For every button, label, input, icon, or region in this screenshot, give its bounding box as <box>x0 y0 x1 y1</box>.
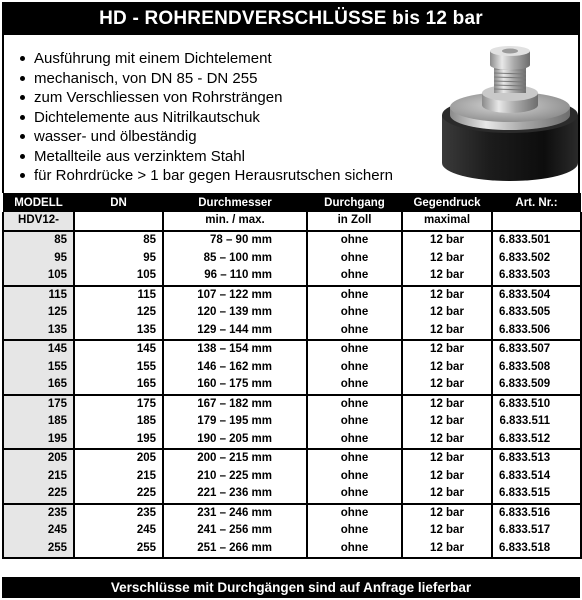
cell-gegendruck: 12 bar <box>402 485 492 504</box>
cell-durchmesser: 120 – 139 mm <box>163 304 307 322</box>
cell-art-nr: 6.833.505 <box>492 304 581 322</box>
cell-durchmesser: 78 – 90 mm <box>163 231 307 250</box>
cell-durchmesser: 221 – 236 mm <box>163 485 307 504</box>
pipe-end-plug-image <box>436 43 582 183</box>
cell-durchgang: ohne <box>307 522 402 540</box>
cell-durchgang: ohne <box>307 449 402 468</box>
cell-durchgang: ohne <box>307 485 402 504</box>
cell-dn: 195 <box>74 431 163 450</box>
cell-modell: 205 <box>3 449 74 468</box>
cell-dn: 95 <box>74 250 163 268</box>
cell-dn: 205 <box>74 449 163 468</box>
cell-durchmesser: 241 – 256 mm <box>163 522 307 540</box>
table-row <box>3 485 581 504</box>
header-modell: MODELL <box>3 193 74 212</box>
cell-durchgang: ohne <box>307 267 402 286</box>
feature-item <box>18 147 393 167</box>
table-header-row <box>3 193 581 212</box>
table-row <box>3 231 581 250</box>
table-row <box>3 468 581 486</box>
table-row <box>3 504 581 523</box>
subheader-gegendruck: maximal <box>402 212 492 231</box>
cell-dn: 135 <box>74 322 163 341</box>
feature-item <box>18 49 393 69</box>
cell-modell: 235 <box>3 504 74 523</box>
cell-dn: 225 <box>74 485 163 504</box>
cell-art-nr: 6.833.515 <box>492 485 581 504</box>
cell-dn: 155 <box>74 359 163 377</box>
cell-durchgang: ohne <box>307 504 402 523</box>
cell-durchgang: ohne <box>307 231 402 250</box>
feature-text: für Rohrdrücke > 1 bar gegen Herausrutschen sichern <box>34 167 393 184</box>
cell-dn: 165 <box>74 376 163 395</box>
cell-art-nr: 6.833.514 <box>492 468 581 486</box>
cell-modell: 105 <box>3 267 74 286</box>
cell-durchmesser: 160 – 175 mm <box>163 376 307 395</box>
bullet-icon <box>20 173 25 178</box>
feature-item <box>18 69 393 89</box>
cell-durchmesser: 200 – 215 mm <box>163 449 307 468</box>
cell-modell: 145 <box>3 340 74 359</box>
table-row <box>3 522 581 540</box>
subheader-modell: HDV12- <box>3 212 74 231</box>
cell-art-nr: 6.833.513 <box>492 449 581 468</box>
cell-durchgang: ohne <box>307 250 402 268</box>
bullet-icon <box>20 76 25 81</box>
cell-gegendruck: 12 bar <box>402 267 492 286</box>
feature-item <box>18 127 393 147</box>
cell-modell: 115 <box>3 286 74 305</box>
cell-modell: 245 <box>3 522 74 540</box>
cell-durchgang: ohne <box>307 304 402 322</box>
cell-dn: 85 <box>74 231 163 250</box>
cell-art-nr: 6.833.517 <box>492 522 581 540</box>
table-row <box>3 304 581 322</box>
cell-modell: 185 <box>3 413 74 431</box>
feature-text: zum Verschliessen von Rohrsträngen <box>34 89 283 106</box>
cell-modell: 95 <box>3 250 74 268</box>
cell-art-nr: 6.833.507 <box>492 340 581 359</box>
cell-durchmesser: 210 – 225 mm <box>163 468 307 486</box>
cell-art-nr: 6.833.516 <box>492 504 581 523</box>
cell-modell: 165 <box>3 376 74 395</box>
cell-durchgang: ohne <box>307 468 402 486</box>
cell-gegendruck: 12 bar <box>402 231 492 250</box>
cell-durchgang: ohne <box>307 359 402 377</box>
cell-dn: 215 <box>74 468 163 486</box>
cell-durchgang: ohne <box>307 286 402 305</box>
cell-durchmesser: 107 – 122 mm <box>163 286 307 305</box>
cell-gegendruck: 12 bar <box>402 504 492 523</box>
cell-modell: 225 <box>3 485 74 504</box>
cell-art-nr: 6.833.501 <box>492 231 581 250</box>
header-durchmesser: Durchmesser <box>163 193 307 212</box>
cell-modell: 175 <box>3 395 74 414</box>
subheader-durchmesser: min. / max. <box>163 212 307 231</box>
intro-panel <box>2 35 580 193</box>
header-durchgang: Durchgang <box>307 193 402 212</box>
cell-durchmesser: 190 – 205 mm <box>163 431 307 450</box>
table-body <box>3 231 581 558</box>
footer-note: Verschlüsse mit Durchgängen sind auf Anfrage lieferbar <box>2 577 580 598</box>
cell-durchmesser: 146 – 162 mm <box>163 359 307 377</box>
table-row <box>3 413 581 431</box>
table-subheader-row <box>3 212 581 231</box>
cell-dn: 105 <box>74 267 163 286</box>
cell-gegendruck: 12 bar <box>402 395 492 414</box>
table-row <box>3 540 581 559</box>
page-title: HD - ROHRENDVERSCHLÜSSE bis 12 bar <box>2 2 580 35</box>
cell-gegendruck: 12 bar <box>402 304 492 322</box>
feature-item <box>18 166 393 186</box>
cell-art-nr: 6.833.509 <box>492 376 581 395</box>
cell-modell: 155 <box>3 359 74 377</box>
cell-modell: 215 <box>3 468 74 486</box>
cell-gegendruck: 12 bar <box>402 449 492 468</box>
cell-dn: 175 <box>74 395 163 414</box>
cell-durchgang: ohne <box>307 540 402 559</box>
cell-modell: 125 <box>3 304 74 322</box>
cell-durchmesser: 179 – 195 mm <box>163 413 307 431</box>
table-row <box>3 395 581 414</box>
cell-modell: 135 <box>3 322 74 341</box>
cell-dn: 125 <box>74 304 163 322</box>
feature-text: wasser- und ölbeständig <box>34 128 197 145</box>
cell-gegendruck: 12 bar <box>402 322 492 341</box>
cell-durchgang: ohne <box>307 376 402 395</box>
cell-gegendruck: 12 bar <box>402 286 492 305</box>
cell-durchgang: ohne <box>307 322 402 341</box>
bullet-icon <box>20 115 25 120</box>
cell-art-nr: 6.833.512 <box>492 431 581 450</box>
header-gegendruck: Gegendruck <box>402 193 492 212</box>
cell-art-nr: 6.833.506 <box>492 322 581 341</box>
cell-durchmesser: 231 – 246 mm <box>163 504 307 523</box>
cell-durchgang: ohne <box>307 413 402 431</box>
table-row <box>3 359 581 377</box>
feature-text: Ausführung mit einem Dichtelement <box>34 50 272 67</box>
cell-durchmesser: 138 – 154 mm <box>163 340 307 359</box>
cell-modell: 85 <box>3 231 74 250</box>
cell-durchgang: ohne <box>307 340 402 359</box>
cell-dn: 185 <box>74 413 163 431</box>
product-table <box>2 193 582 559</box>
bullet-icon <box>20 134 25 139</box>
cell-dn: 245 <box>74 522 163 540</box>
table-row <box>3 322 581 341</box>
cell-durchmesser: 251 – 266 mm <box>163 540 307 559</box>
table-row <box>3 267 581 286</box>
cell-durchmesser: 167 – 182 mm <box>163 395 307 414</box>
cell-gegendruck: 12 bar <box>402 376 492 395</box>
cell-gegendruck: 12 bar <box>402 250 492 268</box>
cell-dn: 255 <box>74 540 163 559</box>
subheader-durchgang: in Zoll <box>307 212 402 231</box>
bullet-icon <box>20 154 25 159</box>
cell-dn: 235 <box>74 504 163 523</box>
cell-art-nr: 6.833.508 <box>492 359 581 377</box>
header-dn: DN <box>74 193 163 212</box>
table-row <box>3 431 581 450</box>
table-row <box>3 250 581 268</box>
cell-durchgang: ohne <box>307 431 402 450</box>
feature-text: mechanisch, von DN 85 - DN 255 <box>34 69 258 87</box>
bullet-icon <box>20 56 25 61</box>
cell-art-nr: 6.833.502 <box>492 250 581 268</box>
cell-art-nr: 6.833.511 <box>492 413 581 431</box>
cell-gegendruck: 12 bar <box>402 522 492 540</box>
cell-art-nr: 6.833.518 <box>492 540 581 559</box>
subheader-art-nr <box>492 212 581 231</box>
subheader-dn <box>74 212 163 231</box>
cell-gegendruck: 12 bar <box>402 431 492 450</box>
cell-dn: 115 <box>74 286 163 305</box>
table-row <box>3 376 581 395</box>
cell-gegendruck: 12 bar <box>402 340 492 359</box>
cell-durchmesser: 85 – 100 mm <box>163 250 307 268</box>
feature-text: Metallteile aus verzinktem Stahl <box>34 147 245 165</box>
table-row <box>3 286 581 305</box>
cell-durchgang: ohne <box>307 395 402 414</box>
cell-gegendruck: 12 bar <box>402 540 492 559</box>
cell-modell: 255 <box>3 540 74 559</box>
cell-gegendruck: 12 bar <box>402 359 492 377</box>
cell-art-nr: 6.833.510 <box>492 395 581 414</box>
cell-modell: 195 <box>3 431 74 450</box>
cell-art-nr: 6.833.504 <box>492 286 581 305</box>
bullet-icon <box>20 95 25 100</box>
table-row <box>3 449 581 468</box>
cell-durchmesser: 129 – 144 mm <box>163 322 307 341</box>
cell-art-nr: 6.833.503 <box>492 267 581 286</box>
cell-dn: 145 <box>74 340 163 359</box>
table-row <box>3 340 581 359</box>
cell-gegendruck: 12 bar <box>402 413 492 431</box>
feature-list <box>18 49 393 186</box>
cell-gegendruck: 12 bar <box>402 468 492 486</box>
cell-durchmesser: 96 – 110 mm <box>163 267 307 286</box>
feature-item <box>18 88 393 108</box>
feature-text: Dichtelemente aus Nitrilkautschuk <box>34 108 260 126</box>
feature-item <box>18 108 393 128</box>
header-art-nr: Art. Nr.: <box>492 193 581 212</box>
